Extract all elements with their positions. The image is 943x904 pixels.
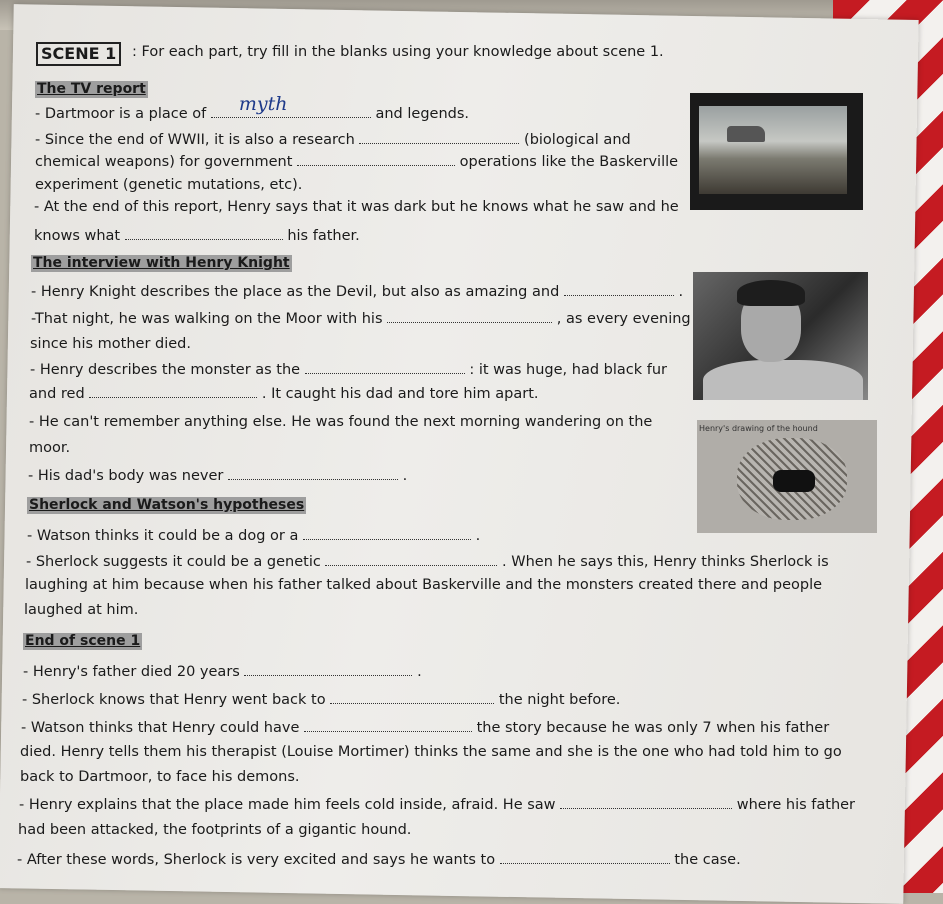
blank-walking-with[interactable]: [387, 310, 552, 323]
tv-line-3: [35, 153, 678, 171]
end-line-2-start: - Sherlock knows that Henry went back to: [22, 692, 326, 708]
end-line-3-start: - Watson thinks that Henry could have: [21, 720, 300, 736]
hypotheses-line-1-end: .: [475, 528, 481, 544]
hypotheses-line-4: laughed at him.: [24, 602, 139, 618]
end-line-2: [22, 691, 620, 709]
blank-red[interactable]: [89, 385, 257, 398]
end-line-6-end: where his father: [736, 797, 856, 813]
end-line-8-start: - After these words, Sherlock is very excited and says he wants to: [17, 852, 496, 868]
end-line-6-start: - Henry explains that the place made him feels cold inside, afraid. He saw: [19, 797, 556, 813]
end-line-1-end: .: [417, 664, 422, 680]
henry-knight-photo: [693, 272, 868, 400]
blank-operations[interactable]: [297, 153, 455, 166]
rock-shape: [727, 126, 765, 142]
hair-shape: [737, 280, 805, 306]
hypotheses-line-2: [26, 553, 829, 571]
end-line-3: [21, 719, 829, 737]
scene-title-box: SCENE 1: [36, 42, 121, 66]
hypotheses-line-1: [27, 527, 480, 545]
interview-line-8: [28, 467, 407, 485]
end-line-2-end: the night before.: [498, 692, 621, 708]
interview-line-8-start: - His dad's body was never: [28, 468, 224, 484]
section-heading-tv-report: The TV report: [37, 81, 146, 97]
interview-line-4-end: : it was huge, had black fur: [469, 362, 668, 378]
tv-line-5: - At the end of this report, Henry says that it was dark but he knows what he saw and he: [34, 199, 679, 215]
tv-line-1-start: - Dartmoor is a place of: [35, 106, 207, 122]
blank-years[interactable]: [244, 663, 412, 676]
interview-line-4: [30, 361, 667, 379]
end-line-1: [23, 663, 422, 681]
section-heading-hypotheses: Sherlock and Watson's hypotheses: [29, 497, 305, 513]
blank-research[interactable]: [359, 131, 519, 144]
blank-he-saw[interactable]: [560, 796, 732, 809]
interview-line-5-end: . It caught his dad and tore him apart.: [261, 386, 539, 402]
end-line-7: had been attacked, the footprints of a gigantic hound.: [18, 822, 412, 838]
end-line-6: [19, 796, 855, 814]
tv-line-2: [35, 131, 631, 149]
hypotheses-line-2-end: . When he says this, Henry thinks Sherlock is: [502, 554, 829, 570]
interview-line-2-start: -That night, he was walking on the Moor with his: [31, 311, 383, 327]
interview-line-7: moor.: [29, 440, 71, 456]
interview-line-1-end: .: [678, 284, 684, 300]
blank-could-have[interactable]: [304, 719, 472, 732]
end-line-3-end: the story because he was only 7 when his father: [476, 720, 830, 736]
interview-line-4-start: - Henry describes the monster as the: [30, 362, 301, 378]
blank-wants-to[interactable]: [500, 851, 670, 864]
blank-knows-what[interactable]: [125, 227, 283, 240]
landscape-scene: [699, 106, 847, 194]
tv-line-6-end: his father.: [287, 228, 360, 244]
blank-monster[interactable]: [305, 361, 465, 374]
end-line-1-start: - Henry's father died 20 years: [23, 664, 240, 680]
interview-line-1: [31, 283, 683, 301]
blank-myth[interactable]: [211, 93, 371, 118]
interview-line-1-start: - Henry Knight describes the place as the Devil, but also as amazing and: [31, 284, 560, 300]
interview-line-2: [31, 310, 691, 328]
tv-line-3-start: chemical weapons) for government: [35, 154, 293, 170]
tv-line-4: experiment (genetic mutations, etc).: [35, 177, 303, 193]
hypotheses-line-2-start: - Sherlock suggests it could be a genetic: [26, 554, 321, 570]
tv-line-6: [34, 227, 360, 245]
blank-genetic[interactable]: [325, 553, 497, 566]
hound-sketch-image: [697, 420, 877, 533]
shoulders-shape: [703, 360, 863, 400]
interview-line-8-end: .: [402, 468, 408, 484]
tv-line-1: [35, 93, 470, 123]
tv-line-6-start: knows what: [34, 228, 121, 244]
tv-line-2-start: - Since the end of WWII, it is also a research: [35, 132, 355, 148]
end-line-8-end: the case.: [674, 852, 741, 868]
blank-went-back-to[interactable]: [330, 691, 494, 704]
interview-line-2-end: , as every evening: [556, 311, 691, 327]
end-line-5: back to Dartmoor, to face his demons.: [20, 769, 300, 785]
interview-line-3: since his mother died.: [30, 336, 191, 352]
blank-dog-or[interactable]: [303, 527, 471, 540]
end-line-4: died. Henry tells them his therapist (Louise Mortimer) thinks the same and she is the one who had told him to go: [20, 744, 842, 760]
tv-line-2-end: (biological and: [524, 132, 631, 148]
tv-line-1-end: and legends.: [375, 106, 470, 122]
hypotheses-line-1-start: - Watson thinks it could be a dog or a: [27, 528, 299, 544]
blank-amazing-and[interactable]: [564, 283, 674, 296]
dartmoor-landscape-photo: [690, 93, 863, 210]
interview-line-6: - He can't remember anything else. He was found the next morning wandering on the: [29, 414, 653, 430]
section-heading-end: End of scene 1: [25, 633, 141, 649]
tv-line-3-end: operations like the Baskerville: [459, 154, 679, 170]
instruction-text: : For each part, try fill in the blanks using your knowledge about scene 1.: [132, 44, 664, 60]
sketch-caption: Henry's drawing of the hound: [699, 424, 818, 433]
interview-line-5: [29, 385, 539, 403]
blank-body-never[interactable]: [228, 467, 398, 480]
interview-line-5-start: and red: [29, 386, 85, 402]
handwritten-answer: myth: [238, 93, 288, 115]
hypotheses-line-3: laughing at him because when his father talked about Baskerville and the monsters created there and people: [25, 577, 823, 593]
section-heading-interview: The interview with Henry Knight: [33, 255, 290, 271]
end-line-8: [17, 851, 741, 869]
hound-jaw-shape: [773, 470, 815, 492]
